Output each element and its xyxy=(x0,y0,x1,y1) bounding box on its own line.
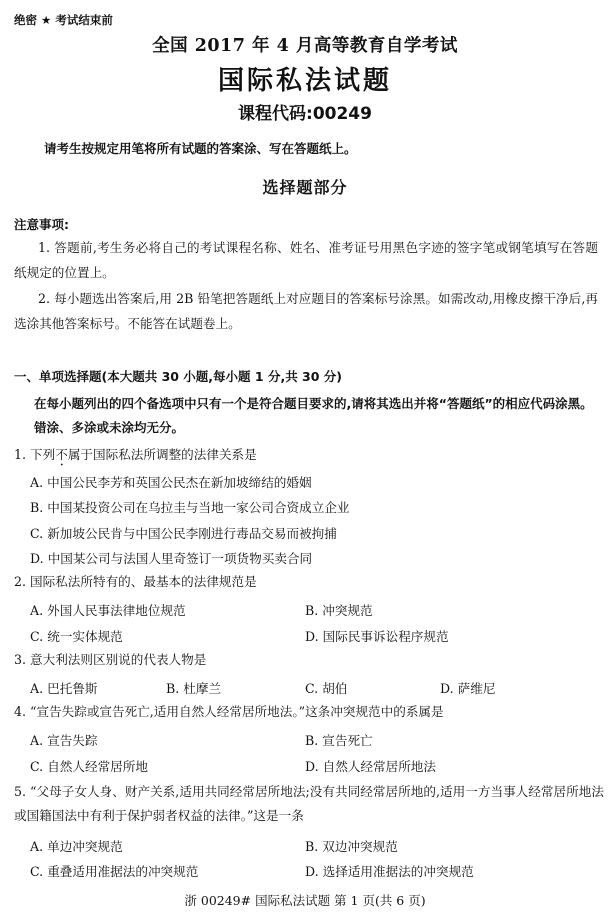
question-2-option-a: A. 外国人民事法律地位规范 xyxy=(30,603,186,618)
question-4-stem: 4. “宣告失踪或宣告死亡,适用自然人经常居所地法。”这条冲突规范中的系属是 xyxy=(14,704,444,719)
notice-heading: 注意事项: xyxy=(14,217,69,232)
question-5-option-a: A. 单边冲突规范 xyxy=(30,839,123,854)
confidential-mark: 绝密 ★ 考试结束前 xyxy=(14,13,113,27)
exam-title: 全国 2017 年 4 月高等教育自学考试 xyxy=(152,36,458,56)
question-4-option-b: B. 宣告死亡 xyxy=(305,733,373,748)
notice-item-2: 2. 每小题选出答案后,用 2B 铅笔把答题纸上对应题目的答案标号涂黑。如需改动,用橡皮擦干净后,再选涂其他答案标号。不能答在试题卷上。 xyxy=(14,291,598,331)
page-footer: 浙 00249# 国际私法试题 第 1 页(共 6 页) xyxy=(184,893,426,908)
question-3-option-c: C. 胡伯 xyxy=(305,681,348,696)
question-1-stem: 1. 下列不属于国际私法所调整的法律关系是 xyxy=(14,447,257,462)
section-title: 一、单项选择题(本大题共 30 小题,每小题 1 分,共 30 分) xyxy=(14,369,343,384)
question-5-option-c: C. 重叠适用准据法的冲突规范 xyxy=(30,864,199,879)
question-1-option-d: D. 中国某公司与法国人里奇签订一项货物买卖合同 xyxy=(30,551,313,566)
question-3-stem: 3. 意大利法则区别说的代表人物是 xyxy=(14,652,207,667)
question-5-option-d: D. 选择适用准据法的冲突规范 xyxy=(305,864,474,879)
question-1-option-b: B. 中国某投资公司在乌拉圭与当地一家公司合资成立企业 xyxy=(30,500,350,515)
question-2-option-d: D. 国际民事诉讼程序规范 xyxy=(305,629,449,644)
question-5-stem: 5. “父母子女人身、财产关系,适用共同经常居所地法;没有共同经常居所地的,适用一方当事人经常居所地法或国籍国法中有利于保护弱者权益的法律。”这是一条 xyxy=(14,784,604,823)
question-1-option-c: C. 新加坡公民肯与中国公民李刚进行毒品交易而被拘捕 xyxy=(30,526,337,541)
question-2-option-b: B. 冲突规范 xyxy=(305,603,373,618)
question-2-stem: 2. 国际私法所特有的、最基本的法律规范是 xyxy=(14,574,257,589)
question-3-option-a: A. 巴托鲁斯 xyxy=(30,681,98,696)
course-code: 课程代码:00249 xyxy=(238,104,372,124)
part-title: 选择题部分 xyxy=(262,178,348,197)
answer-instruction: 请考生按规定用笔将所有试题的答案涂、写在答题纸上。 xyxy=(44,141,357,156)
question-3-option-d: D. 萨维尼 xyxy=(440,681,496,696)
notice-item-1: 1. 答题前,考生务必将自己的考试课程名称、姓名、准考证号用黑色字迹的签字笔或钢笔填写在答题纸规定的位置上。 xyxy=(14,240,598,280)
question-4-option-c: C. 自然人经常居所地 xyxy=(30,759,148,774)
question-2-option-c: C. 统一实体规范 xyxy=(30,629,123,644)
question-4-option-d: D. 自然人经常居所地法 xyxy=(305,759,436,774)
question-5-option-b: B. 双边冲突规范 xyxy=(305,839,398,854)
question-4-option-a: A. 宣告失踪 xyxy=(30,733,98,748)
subject-title: 国际私法试题 xyxy=(217,66,392,96)
section-description: 在每小题列出的四个备选项中只有一个是符合题目要求的,请将其选出并将“答题纸”的相应代码涂黑。错涂、多涂或未涂均无分。 xyxy=(34,396,593,435)
question-3-option-b: B. 杜摩兰 xyxy=(166,681,222,696)
emphasis-mark: 不 xyxy=(55,447,68,462)
question-1-option-a: A. 中国公民李芳和英国公民杰在新加坡缔结的婚姻 xyxy=(30,475,312,490)
